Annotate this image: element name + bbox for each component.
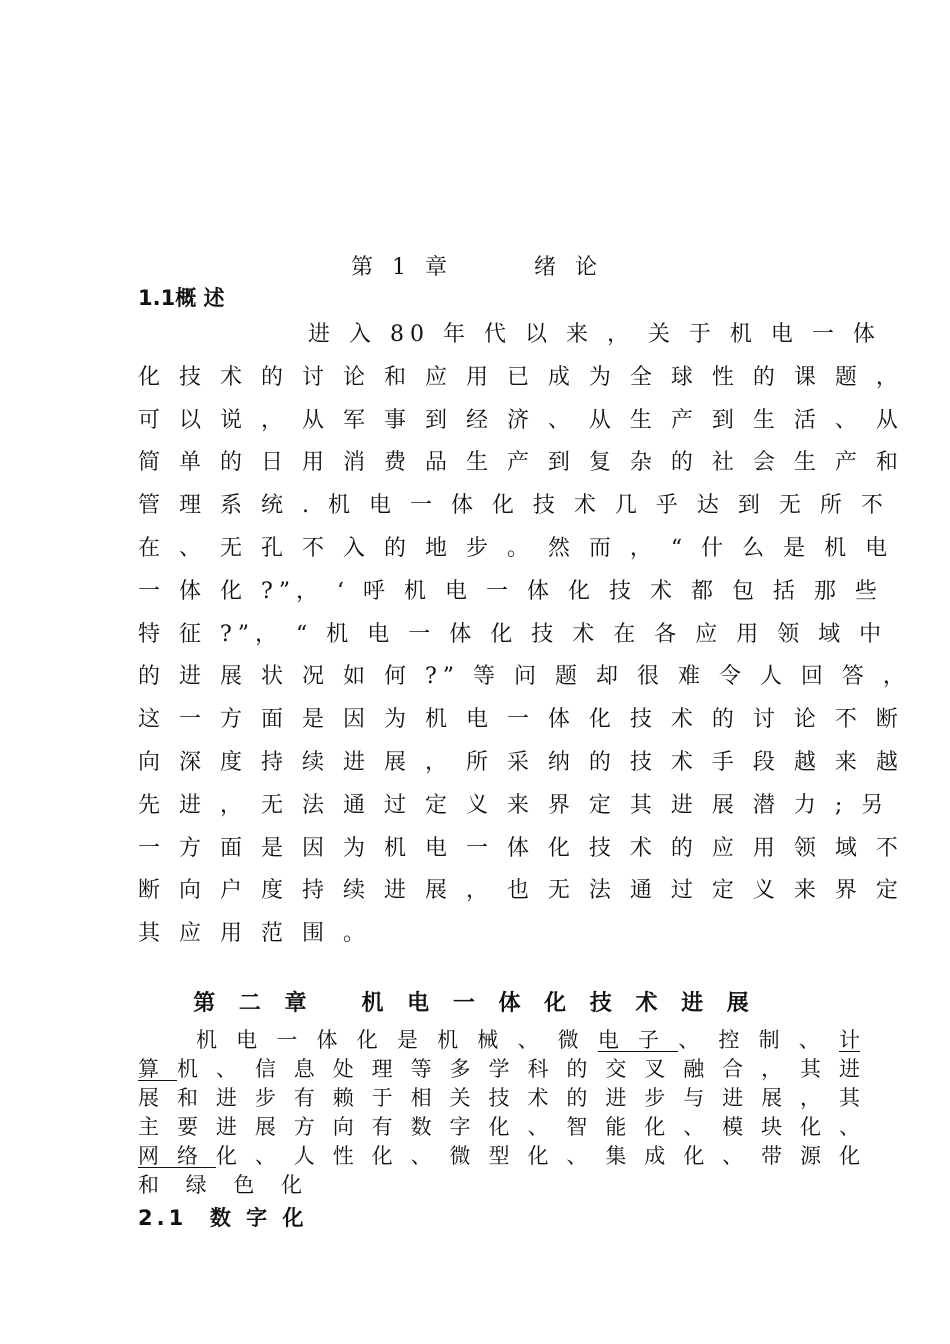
section-1-1-body [138,314,911,956]
chapter-2-body [138,1026,860,1200]
underlined-term-network: 网 络 [138,1144,216,1168]
paragraph-line: 断 向 户 度 持 续 进 展 ， 也 无 法 通 过 定 义 来 界 定 [138,878,904,904]
paragraph-line [138,1026,860,1055]
text-run: 机 、 信 息 处 理 等 多 学 科 的 交 叉 融 合 ， 其 进 [176,1057,860,1081]
paragraph-line: 管 理 系 统 . 机 电 一 体 化 技 术 几 乎 达 到 无 所 不 [138,493,889,519]
paragraph-line: 特 征 ?”， “ 机 电 一 体 化 技 术 在 各 应 用 领 域 中 [138,621,888,647]
paragraph-line: 简 单 的 日 用 消 费 品 生 产 到 复 杂 的 社 会 生 产 和 [138,450,904,476]
underlined-term-computer-start: 计 [839,1028,860,1052]
paragraph-line: 在 、 无 孔 不 入 的 地 步 。 然 而 ， “ 什 么 是 机 电 [138,535,894,561]
text-run: 化 、 人 性 化 、 微 型 化 、 集 成 化 、 带 源 化 [215,1144,860,1168]
paragraph-line: 一 体 化 ?”， ‘ 呼 机 电 一 体 化 技 术 都 包 括 那 些 [138,578,883,604]
underlined-term-electronics: 电 子 [597,1028,679,1052]
paragraph-line [138,1055,860,1084]
section-2-1-heading: 2.1 数 字 化 [138,1206,308,1230]
underlined-term-computer-end: 算 [138,1057,177,1081]
chapter-2-title: 第 二 章 机 电 一 体 化 技 术 进 展 [193,991,757,1016]
paragraph-line: 进 入 80 年 代 以 来 ， 关 于 机 电 一 体 [308,322,881,347]
paragraph-line: 一 方 面 是 因 为 机 电 一 体 化 技 术 的 应 用 领 域 不 [138,835,904,861]
paragraph-line: 可 以 说 ， 从 军 事 到 经 济 、 从 生 产 到 生 活 、 从 [138,407,904,433]
chapter-1-title: 第 1 章 绪 论 [351,255,599,280]
section-1-1-heading: 1.1概 述 [138,286,225,310]
paragraph-line: 展 和 进 步 有 赖 于 相 关 技 术 的 进 步 与 进 展 ， 其 [138,1086,860,1110]
paragraph-line: 这 一 方 面 是 因 为 机 电 一 体 化 技 术 的 讨 论 不 断 [138,707,904,733]
paragraph-line: 先 进 ， 无 法 通 过 定 义 来 界 定 其 进 展 潜 力 ; 另 [138,792,890,818]
paragraph-line: 主 要 进 展 方 向 有 数 字 化 、 智 能 化 、 模 块 化 、 [138,1115,860,1139]
text-run: 机 电 一 体 化 是 机 械 、 微 [196,1028,598,1052]
paragraph-line: 其 应 用 范 围 。 [138,921,371,947]
paragraph-line: 和 绿 色 化 [138,1173,313,1197]
paragraph-line: 的 进 展 状 况 如 何 ?” 等 问 题 却 很 难 令 人 回 答 ， [138,664,911,690]
paragraph-line [138,1142,860,1171]
paragraph-line: 化 技 术 的 讨 论 和 应 用 已 成 为 全 球 性 的 课 题 ， [138,364,904,390]
text-run: 、 控 制 、 [678,1028,839,1052]
paragraph-line: 向 深 度 持 续 进 展 ， 所 采 纳 的 技 术 手 段 越 来 越 [138,749,904,775]
